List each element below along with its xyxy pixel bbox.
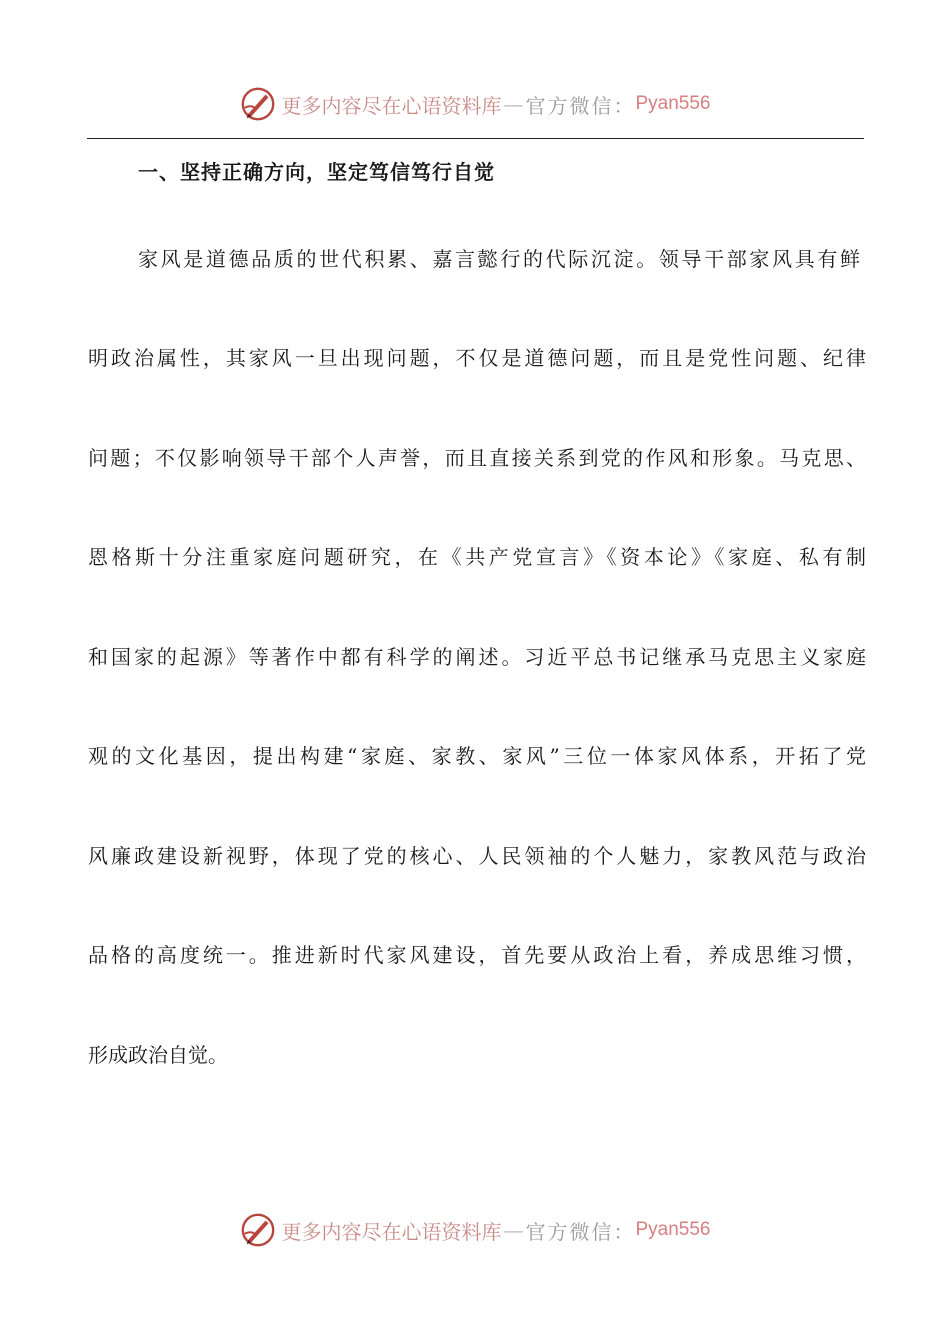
paragraph-line: 品格的高度统一。推进新时代家风建设，首先要从政治上看，养成思维习惯， <box>88 943 866 967</box>
banner-wechat-label: 官方微信： <box>525 93 636 118</box>
banner-main-text: 更多内容尽在心语资料库 <box>281 93 502 118</box>
pen-logo-icon <box>239 85 277 123</box>
banner-wechat-label: 官方微信： <box>525 1219 636 1244</box>
section-heading: 一、坚持正确方向，坚定笃信笃行自觉 <box>138 160 495 184</box>
header-banner <box>0 82 950 126</box>
paragraph-line: 观的文化基因，提出构建“家庭、家教、家风”三位一体家风体系，开拓了党 <box>88 744 866 768</box>
banner-separator: — <box>503 1218 524 1242</box>
pen-logo-icon <box>239 1211 277 1249</box>
banner-separator: — <box>503 92 524 116</box>
paragraph-line: 形成政治自觉。 <box>88 1043 228 1067</box>
paragraph-line: 明政治属性，其家风一旦出现问题，不仅是道德问题，而且是党性问题、纪律 <box>88 346 866 370</box>
banner-main-text: 更多内容尽在心语资料库 <box>281 1219 502 1244</box>
paragraph-line: 问题；不仅影响领导干部个人声誉，而且直接关系到党的作风和形象。马克思、 <box>88 446 866 470</box>
paragraph-line: 和国家的起源》等著作中都有科学的阐述。习近平总书记继承马克思主义家庭 <box>88 645 866 669</box>
banner-wechat-id: Pyan556 <box>635 1219 711 1240</box>
paragraph-line: 家风是道德品质的世代积累、嘉言懿行的代际沉淀。领导干部家风具有鲜 <box>138 247 860 271</box>
paragraph-line: 风廉政建设新视野，体现了党的核心、人民领袖的个人魅力，家教风范与政治 <box>88 844 866 868</box>
footer-banner <box>0 1208 950 1252</box>
banner-wechat-id: Pyan556 <box>635 93 711 114</box>
header-divider <box>87 138 864 139</box>
paragraph-line: 恩格斯十分注重家庭问题研究，在《共产党宣言》《资本论》《家庭、私有制 <box>88 545 866 569</box>
